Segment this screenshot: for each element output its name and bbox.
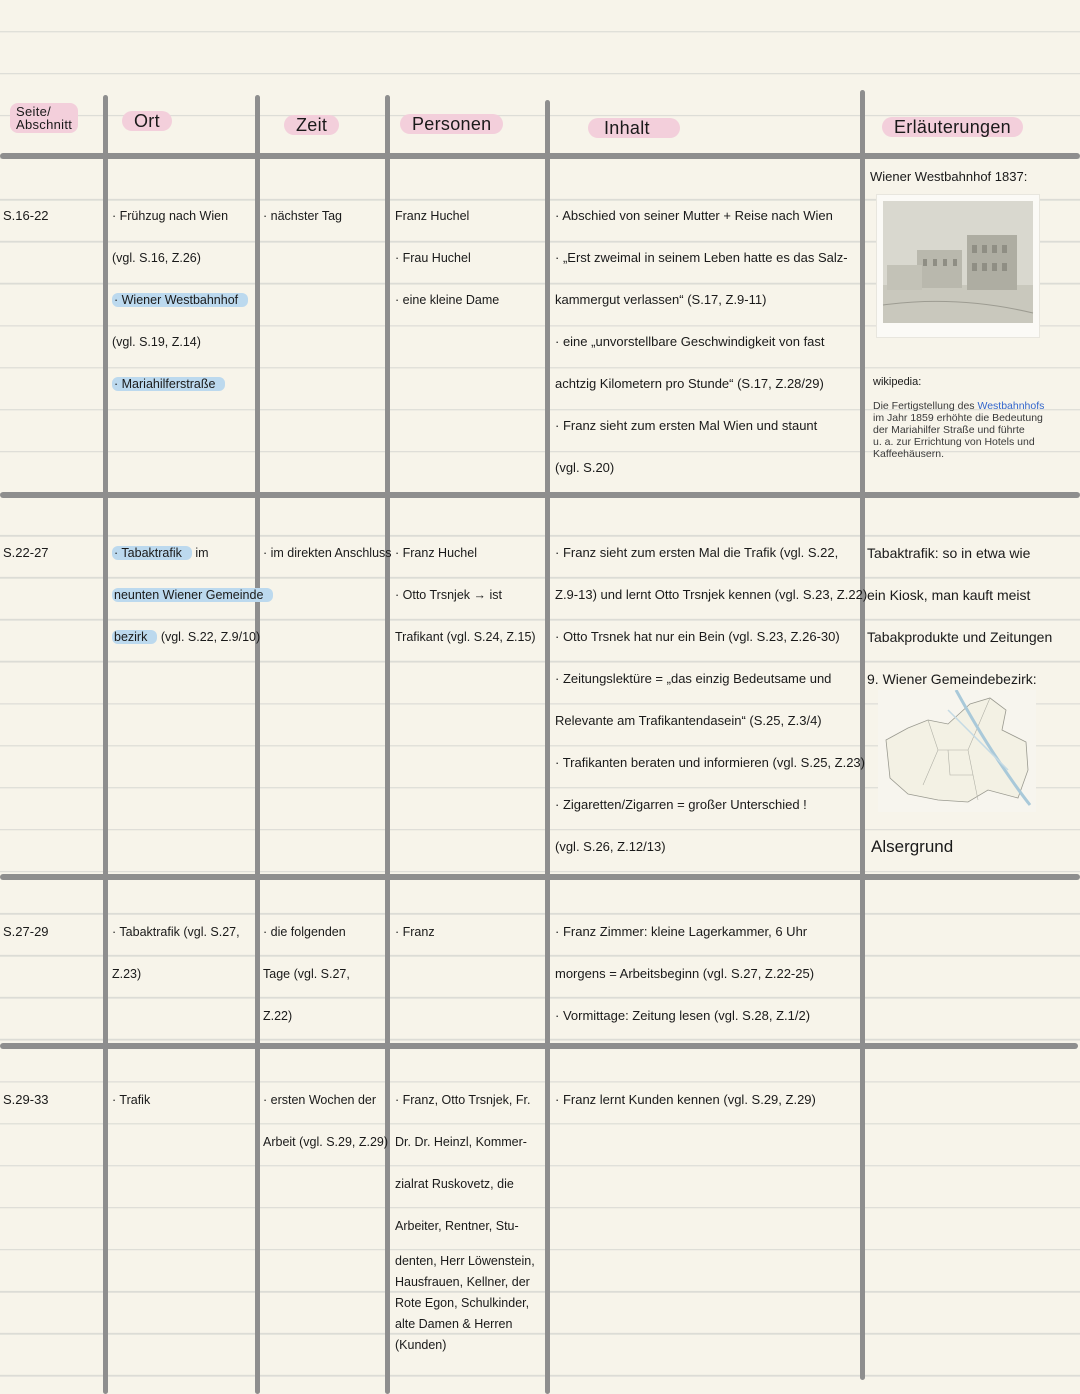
- zeit-line: · ersten Wochen der: [263, 1093, 377, 1107]
- text-line: ein Kiosk, man kauft meist: [867, 587, 1031, 603]
- ort-line: [112, 195, 248, 237]
- cell-personen: [395, 911, 435, 953]
- inhalt-line: achtzig Kilometern pro Stunde“ (S.17, Z.28/29): [555, 376, 824, 391]
- column-divider: [545, 100, 550, 1394]
- zeit-line: Arbeit (vgl. S.29, Z.29): [263, 1135, 389, 1149]
- cell-personen: [395, 1079, 535, 1356]
- inhalt-line: kammergut verlassen“ (S.17, Z.9-11): [555, 292, 767, 307]
- header-erlaeuterungen-label: Erläuterungen: [882, 117, 1023, 137]
- inhalt-line: · „Erst zweimal in seinem Leben hatte es das Salz-: [555, 250, 848, 265]
- cell-ort: [112, 532, 273, 658]
- personen-line: zialrat Ruskovetz, die: [395, 1177, 514, 1191]
- page-range: S.22-27: [3, 545, 49, 560]
- cell-inhalt: [555, 1079, 816, 1121]
- header-personen: [400, 114, 503, 135]
- inhalt-line: · Otto Trsnek hat nur ein Bein (vgl. S.23, Z.26-30): [555, 629, 840, 644]
- inhalt-line: · Franz sieht zum ersten Mal Wien und staunt: [555, 418, 818, 433]
- highlighted-text: bezirk: [112, 630, 157, 644]
- ort-line: [112, 1079, 150, 1121]
- column-divider: [103, 95, 108, 1394]
- cell-zeit: [263, 911, 350, 1037]
- page-range: S.27-29: [3, 924, 49, 939]
- westbahnhof-illustration: [877, 195, 1039, 337]
- header-zeit: [284, 115, 339, 136]
- text: (vgl. S.16, Z.26): [112, 251, 201, 265]
- text-line: Tabakprodukte und Zeitungen: [867, 629, 1053, 645]
- erlaeuterung-title: Wiener Westbahnhof 1837:: [870, 169, 1028, 184]
- cell-zeit: [263, 1079, 388, 1163]
- personen-line: · Franz, Otto Trsnjek, Fr.: [395, 1093, 531, 1107]
- personen-line: · eine kleine Dame: [395, 293, 500, 307]
- row-divider: [0, 874, 1080, 880]
- wiki-line: Kaffeehäusern.: [873, 448, 945, 460]
- header-inhalt-label: Inhalt: [588, 118, 680, 138]
- cell-zeit: [263, 195, 342, 237]
- highlighted-text: · Wiener Westbahnhof: [112, 293, 248, 307]
- highlighted-text: · Mariahilferstraße: [112, 377, 225, 391]
- header-zeit-label: Zeit: [284, 115, 339, 135]
- personen-line: Trafikant (vgl. S.24, Z.15): [395, 630, 536, 644]
- header-seite-abschnitt: [10, 103, 78, 133]
- personen-line: Franz Huchel: [395, 209, 470, 223]
- personen-line: · Otto Trsnjek → ist: [395, 588, 502, 602]
- personen-line: · Franz: [395, 925, 435, 939]
- personen-line: · Franz Huchel: [395, 546, 477, 560]
- zeit-line: Z.22): [263, 1009, 293, 1023]
- inhalt-line: · Trafikanten beraten und informieren (vgl. S.25, Z.23): [555, 755, 865, 770]
- vienna-districts-map: [878, 690, 1036, 812]
- text: · Frühzug nach Wien: [112, 209, 229, 223]
- cell-inhalt: [555, 532, 867, 868]
- header-seite-line2: Abschnitt: [16, 117, 73, 132]
- zeit-line: · die folgenden: [263, 925, 346, 939]
- ort-line: [112, 911, 240, 953]
- inhalt-line: · Franz sieht zum ersten Mal die Trafik (vgl. S.22,: [555, 545, 839, 560]
- text: (vgl. S.19, Z.14): [112, 335, 201, 349]
- wikipedia-label: wikipedia:: [873, 376, 922, 388]
- cell-personen: [395, 195, 499, 321]
- personen-line: Arbeiter, Rentner, Stu-: [395, 1219, 519, 1233]
- inhalt-line: · Abschied von seiner Mutter + Reise nach Wien: [555, 208, 833, 223]
- inhalt-line: (vgl. S.26, Z.12/13): [555, 839, 666, 854]
- inhalt-line: · Franz Zimmer: kleine Lagerkammer, 6 Uhr: [555, 924, 808, 939]
- westbahnhofs-link[interactable]: Westbahnhofs: [977, 400, 1045, 412]
- zeit-line: · nächster Tag: [263, 209, 342, 223]
- text: · Trafik: [112, 1093, 151, 1107]
- ort-line: [112, 574, 273, 616]
- ort-line: [112, 237, 248, 279]
- ort-line: [112, 279, 248, 321]
- personen-line: Dr. Dr. Heinzl, Kommer-: [395, 1135, 527, 1149]
- page-range: S.16-22: [3, 208, 49, 223]
- highlighted-text: · Tabaktrafik: [112, 546, 192, 560]
- header-inhalt: [588, 118, 680, 139]
- inhalt-line: morgens = Arbeitsbeginn (vgl. S.27, Z.22-25): [555, 966, 815, 981]
- ort-line: [112, 616, 273, 658]
- inhalt-line: · Zeitungslektüre = „das einzig Bedeutsame und: [555, 671, 832, 686]
- map-illustration: [878, 690, 1036, 812]
- text: · Tabaktrafik (vgl. S.27,: [112, 925, 240, 939]
- header-ort: [122, 111, 172, 132]
- text: Z.23): [112, 967, 142, 981]
- cell-zeit: [263, 532, 392, 574]
- cell-ort: [112, 911, 240, 995]
- cell-ort: [112, 1079, 150, 1121]
- row-divider: [0, 1043, 1078, 1049]
- cell-seite: [3, 1079, 49, 1121]
- zeit-line: Tage (vgl. S.27,: [263, 967, 350, 981]
- text-line: 9. Wiener Gemeindebezirk:: [867, 671, 1037, 687]
- header-personen-label: Personen: [400, 114, 503, 134]
- highlighted-text: neunten Wiener Gemeinde: [112, 588, 273, 602]
- personen-line: (Kunden): [395, 1338, 447, 1352]
- ort-line: [112, 532, 273, 574]
- personen-line: · Frau Huchel: [395, 251, 471, 265]
- ort-line: [112, 363, 248, 405]
- wikipedia-excerpt: [873, 400, 1044, 460]
- erlaeuterung-text: [867, 532, 1052, 700]
- personen-line: Hausfrauen, Kellner, der: [395, 1275, 530, 1289]
- column-divider: [255, 95, 260, 1394]
- header-ort-label: Ort: [122, 111, 172, 131]
- inhalt-line: · Zigaretten/Zigarren = großer Unterschied !: [555, 797, 807, 812]
- personen-dense-block: [395, 1247, 535, 1356]
- wiki-line: im Jahr 1859 erhöhte die Bedeutung: [873, 412, 1043, 424]
- cell-inhalt: [555, 911, 814, 1037]
- inhalt-line: · eine „unvorstellbare Geschwindigkeit von fast: [555, 334, 825, 349]
- inhalt-line: Relevante am Trafikantendasein“ (S.25, Z.3/4): [555, 713, 822, 728]
- personen-line: Rote Egon, Schulkinder,: [395, 1296, 530, 1310]
- ort-line: [112, 953, 240, 995]
- inhalt-line: · Franz lernt Kunden kennen (vgl. S.29, Z.29): [555, 1092, 816, 1107]
- column-divider: [385, 95, 390, 1394]
- text: (vgl. S.22, Z.9/10): [157, 630, 261, 644]
- personen-line: alte Damen & Herren: [395, 1317, 513, 1331]
- wiki-line: der Mariahilfer Straße und führte: [873, 424, 1025, 436]
- cell-seite: [3, 195, 49, 237]
- district-name: Alsergrund: [871, 837, 954, 856]
- wiki-text: Die Fertigstellung des: [873, 400, 978, 412]
- cell-inhalt: [555, 195, 848, 489]
- header-erlaeuterungen: [882, 117, 1023, 138]
- cell-ort: [112, 195, 248, 405]
- inhalt-line: Z.9-13) und lernt Otto Trsnjek kennen (vgl. S.23, Z.22): [555, 587, 868, 602]
- personen-line: denten, Herr Löwenstein,: [395, 1254, 535, 1268]
- zeit-line: · im direkten Anschluss: [263, 546, 392, 560]
- cell-seite: [3, 532, 49, 574]
- text-line: Tabaktrafik: so in etwa wie: [867, 545, 1031, 561]
- row-divider: [0, 492, 1080, 498]
- wiki-line: u. a. zur Errichtung von Hotels und: [873, 436, 1035, 448]
- inhalt-line: (vgl. S.20): [555, 460, 615, 475]
- header-seite-line1: Seite/: [16, 104, 52, 119]
- page-range: S.29-33: [3, 1092, 49, 1107]
- cell-personen: [395, 532, 536, 658]
- text: im: [191, 546, 209, 560]
- inhalt-line: · Vormittage: Zeitung lesen (vgl. S.28, Z.1/2): [555, 1008, 811, 1023]
- cell-seite: [3, 911, 49, 953]
- westbahnhof-image: [876, 194, 1040, 338]
- ort-line: [112, 321, 248, 363]
